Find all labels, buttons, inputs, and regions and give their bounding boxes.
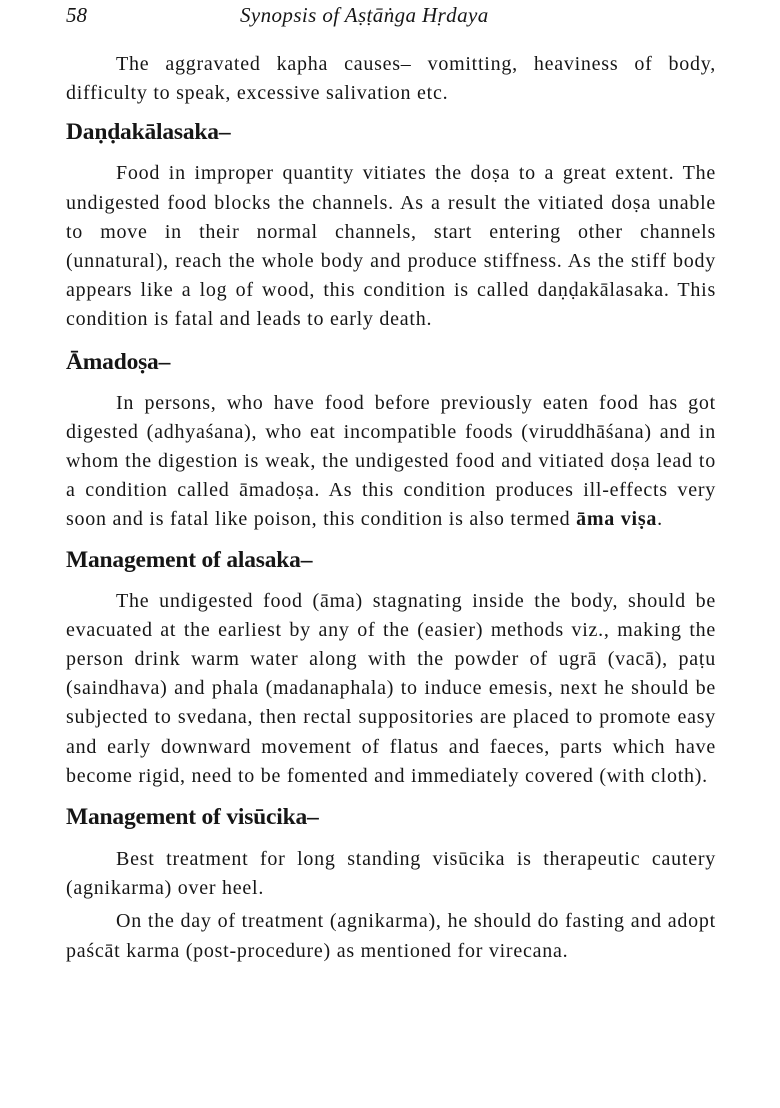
paragraph-amadosa [66,389,716,535]
paragraph-dandakalasaka: Food in improper quantity vitiates the doṣa to a great extent. The undigested food blocks the channels. As a result the vitiated doṣa unable to move in their normal channels, start entering other channels (unnatural), reach the whole body and produce stiffness. As the stiff body appears like a log of wood, this condition is called daṇḍakālasaka. This condition is fatal and leads to early death. [66,162,716,331]
paragraph-amadosa-text: In persons, who have food before previously eaten food has got digested (adhyaśana), who eat incompatible foods (viruddhāśana) and in whom the digestion is weak, the undigested food and vitiated doṣa lead to a condition called āmadoṣa. As this condition produces ill-effects very soon and is fatal like poison, this condition is also termed [66,391,716,531]
page-header [66,0,716,30]
heading-amadosa: Āmadoṣa– [66,348,171,375]
bold-term-ama-visa: āma viṣa [576,508,658,531]
paragraph-amadosa-end: . [657,508,663,531]
heading-dandakalasaka: Daṇḍakālasaka– [66,119,231,146]
paragraph-management-alasaka: The undigested food (āma) stagnating inside the body, should be evacuated at the earliest by any of the (easier) methods viz., making the person drink warm water along with the powder of ugrā (vacā), paṭu (saindhava) and phala (madanaphala) to induce emesis, next he should be subjected to svedana, then rectal suppositories are placed to promote easy and early downward movement of flatus and faeces, parts which have become rigid, need to be fomented and immediately covered (with cloth). [66,589,716,787]
intro-paragraph: The aggravated kapha causes– vomitting, heaviness of body, difficulty to speak, excessive salivation etc. [66,53,716,105]
heading-management-alasaka: Management of alasaka– [66,546,313,573]
paragraph-visucika-procedure: On the day of treatment (agnikarma), he should do fasting and adopt paścāt karma (post-procedure) as mentioned for virecana. [66,910,716,962]
paragraph-visucika-treatment: Best treatment for long standing visūcika is therapeutic cautery (agnikarma) over heel. [66,848,716,900]
running-title: Synopsis of Aṣṭāṅga Hṛdaya [240,3,489,27]
page-number: 58 [66,3,87,27]
heading-management-visucika: Management of visūcika– [66,804,319,831]
